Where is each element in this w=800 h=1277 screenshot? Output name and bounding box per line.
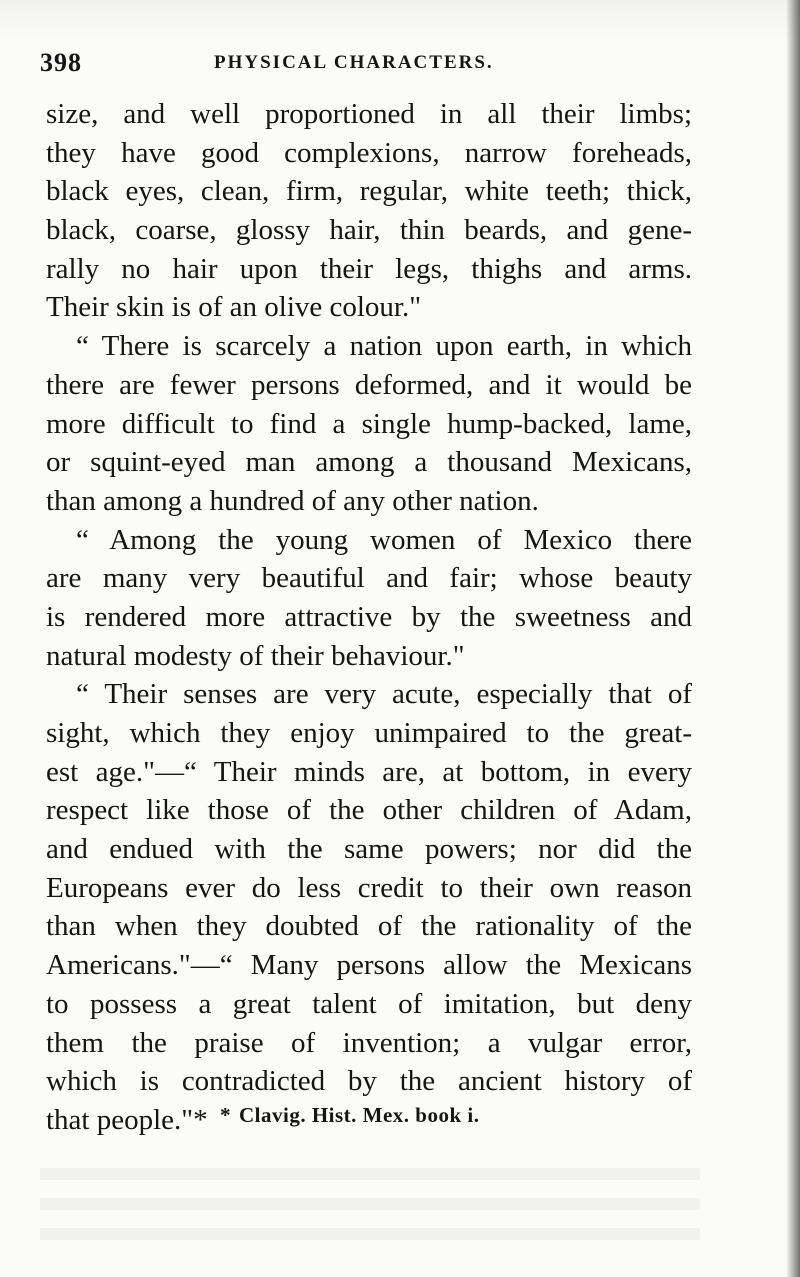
text-line: Europeans ever do less credit to their own reason [46, 871, 692, 904]
text-line: size, and well proportioned in all their limbs; [46, 98, 692, 130]
text-line: black eyes, clean, firm, regular, white teeth; thick, [46, 175, 692, 208]
body-text [46, 95, 692, 1140]
text-line: there are fewer persons deformed, and it would be [46, 368, 692, 401]
page-number: 398 [40, 48, 82, 77]
text-line: “ Their senses are very acute, especially that of [76, 678, 692, 711]
text-line: is rendered more attractive by the sweetness and [46, 600, 692, 633]
running-head [40, 48, 690, 84]
footnote [220, 1103, 480, 1128]
footnote-mark: * [220, 1103, 231, 1127]
text-line: est age."—“ Their minds are, at bottom, in every [46, 755, 692, 788]
text-line: than among a hundred of any other nation. [46, 484, 539, 517]
footnote-text: Clavig. Hist. Mex. book i. [239, 1103, 480, 1127]
text-line: or squint-eyed man among a thousand Mexicans, [46, 446, 692, 479]
text-line: they have good complexions, narrow foreheads, [46, 136, 692, 169]
text-line: are many very beautiful and fair; whose beauty [46, 562, 692, 595]
text-line: than when they doubted of the rationality of the [46, 910, 692, 943]
text-line: them the praise of invention; a vulgar error, [46, 1026, 692, 1059]
text-line: that people."* [46, 1103, 208, 1136]
text-line: “ Among the young women of Mexico there [76, 523, 692, 556]
text-line: rally no hair upon their legs, thighs and arms. [46, 252, 692, 285]
text-line: more difficult to find a single hump-backed, lame, [46, 407, 692, 440]
text-line: Their skin is of an olive colour." [46, 291, 422, 324]
show-through-texture [40, 1150, 700, 1250]
text-line: which is contradicted by the ancient history of [46, 1065, 692, 1098]
text-line: sight, which they enjoy unimpaired to the great- [46, 717, 692, 749]
text-line: natural modesty of their behaviour." [46, 639, 465, 672]
text-line: black, coarse, glossy hair, thin beards, and gene- [46, 214, 692, 247]
text-line: respect like those of the other children of Adam, [46, 794, 692, 827]
text-line: and endued with the same powers; nor did the [46, 833, 692, 866]
text-line: “ There is scarcely a nation upon earth, in which [76, 330, 692, 363]
text-line: to possess a great talent of imitation, but deny [46, 987, 692, 1020]
running-title: PHYSICAL CHARACTERS. [214, 52, 494, 73]
text-line: Americans."—“ Many persons allow the Mexicans [46, 949, 692, 982]
